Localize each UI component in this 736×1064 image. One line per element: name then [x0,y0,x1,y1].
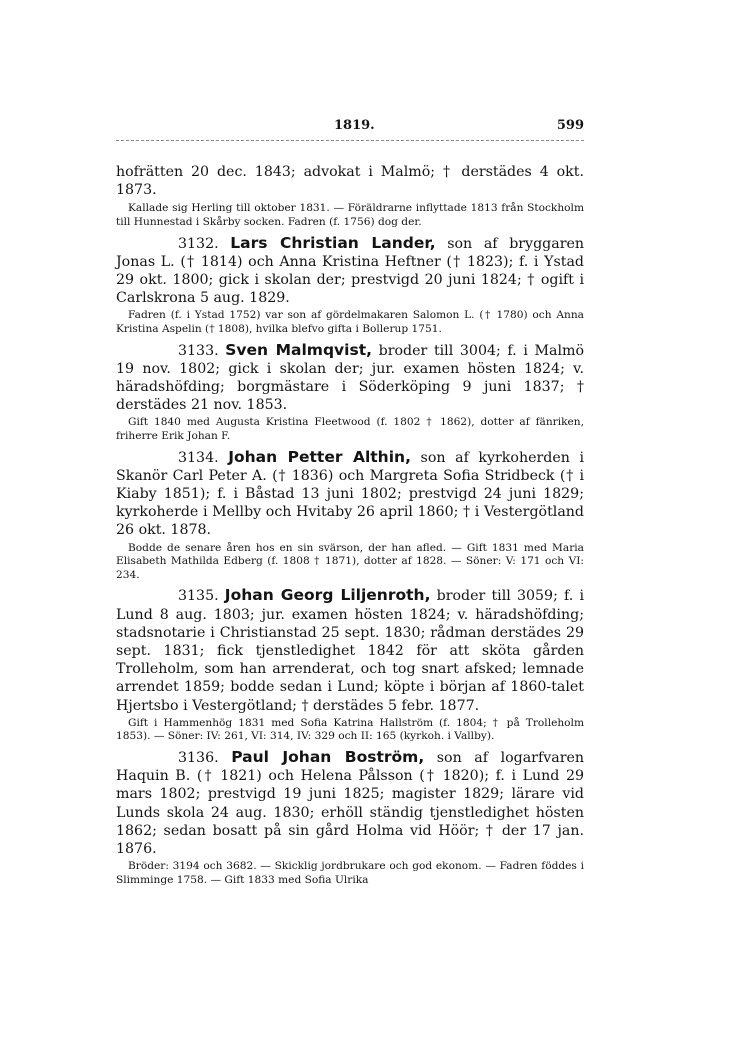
entry-3135 [116,586,584,744]
continued-entry-text: hofrätten 20 dec. 1843; advokat i Malmö; † derstädes 4 okt. 1873. [116,164,584,199]
entry-number: 3136. [178,750,219,766]
entry-text: son af bryggaren Jonas L. († 1814) och Anna Kristina Heftner († 1823); f. i Ystad 29 okt. 1800; gick i skolan der; prestvigd 20 juni 1824; † ogift i Carlskrona 5 aug. 1829. [116,235,585,307]
continued-entry [116,163,584,230]
entry-text: son af logarfvaren Haquin B. († 1821) och Helena Pålsson († 1820); f. i Lund 29 mars 1802; prestvigd 19 juni 1825; magister 1829; lärare vid Lunds skola 24 aug. 1830; erhöll ständig tjenstledighet hösten 1862; sedan bosatt på sin gård Holma vid Höör; † der 17 jan. 1876. [116,750,585,858]
entry-note: Bröder: 3194 och 3682. — Skicklig jordbrukare och god ekonom. — Fadren föddes i Slimminge 1758. — Gift 1833 med Sofia Ulrika [116,860,584,886]
entry-3132 [116,234,584,337]
entry-name: Sven Malmqvist, [225,340,372,359]
entry-text: broder till 3004; f. i Malmö 19 nov. 1802; gick i skolan der; jur. examen hösten 1824; v. häradshöfding; borgmästare i Söderköping 9 juni 1837; † derstädes 21 nov. 1853. [116,342,585,414]
entry-3136 [116,748,584,887]
continued-entry-note: Kallade sig Herling till oktober 1831. — Föräldrarne inflyttade 1813 från Stockholm till Hunnestad i Skårby socken. Fadren (f. 1756) dog der. [116,202,584,228]
header-rule [116,140,584,141]
book-page [116,118,584,891]
running-header [116,118,584,136]
entry-name: Lars Christian Lander, [230,233,436,252]
entry-number: 3135. [178,588,219,605]
entry-number: 3132. [178,235,219,252]
entry-text: son af kyrkoherden i Skanör Carl Peter A. († 1836) och Margreta Sofia Stridbeck († i Kiaby 1851); f. i Båstad 13 juni 1802; prestvigd 24 juni 1829; kyrkoherde i Mellby och Hvitaby 26 april 1860; † i Vestergötland 26 okt. 1878. [116,449,584,539]
entry-text: broder till 3059; f. i Lund 8 aug. 1803; jur. examen hösten 1824; v. häradshöfding; stadsnotarie i Christianstad 25 sept. 1830; rådman derstädes 29 sept. 1831; fick tjenstledighet 1842 för att sköta gården Trolleholm, som han arrenderat, och tog snart afsked; lemnade arrendet 1859; bodde sedan i Lund; köpte i början af 1860-talet Hjertsbo i Vestergötland; † derstädes 5 febr. 1877. [116,588,584,714]
entry-name: Paul Johan Boström, [231,748,425,766]
entry-3134 [116,448,584,583]
entry-note: Gift 1840 med Augusta Kristina Fleetwood (f. 1802 † 1862), dotter af fänriken, friherre Erik Johan F. [116,416,584,442]
page-content [116,163,584,887]
entry-note: Fadren (f. i Ystad 1752) var son af gördelmakaren Salomon L. († 1780) och Anna Kristina Aspelin († 1808), hvilka blefvo gifta i Bollerup 1751. [116,309,584,335]
entry-name: Johan Petter Althin, [228,447,411,466]
entry-note: Bodde de senare åren hos en sin svärson, der han afled. — Gift 1831 med Maria Elisabeth Mathilda Edberg (f. 1808 † 1871), dotter af 1828. — Söner: V: 171 och VI: 234. [116,541,584,581]
header-year: 1819. [334,118,375,133]
entry-note: Gift i Hammenhög 1831 med Sofia Katrina Hallström (f. 1804; † på Trolleholm 1853). — Söner: IV: 261, VI: 314, IV: 329 och II: 165 (kyrkoh. i Vallby). [116,716,584,743]
entry-name: Johan Georg Liljenroth, [224,586,431,605]
entry-number: 3134. [178,449,219,466]
page-number: 599 [556,118,584,133]
entry-3133 [116,341,584,444]
entry-number: 3133. [178,342,219,359]
